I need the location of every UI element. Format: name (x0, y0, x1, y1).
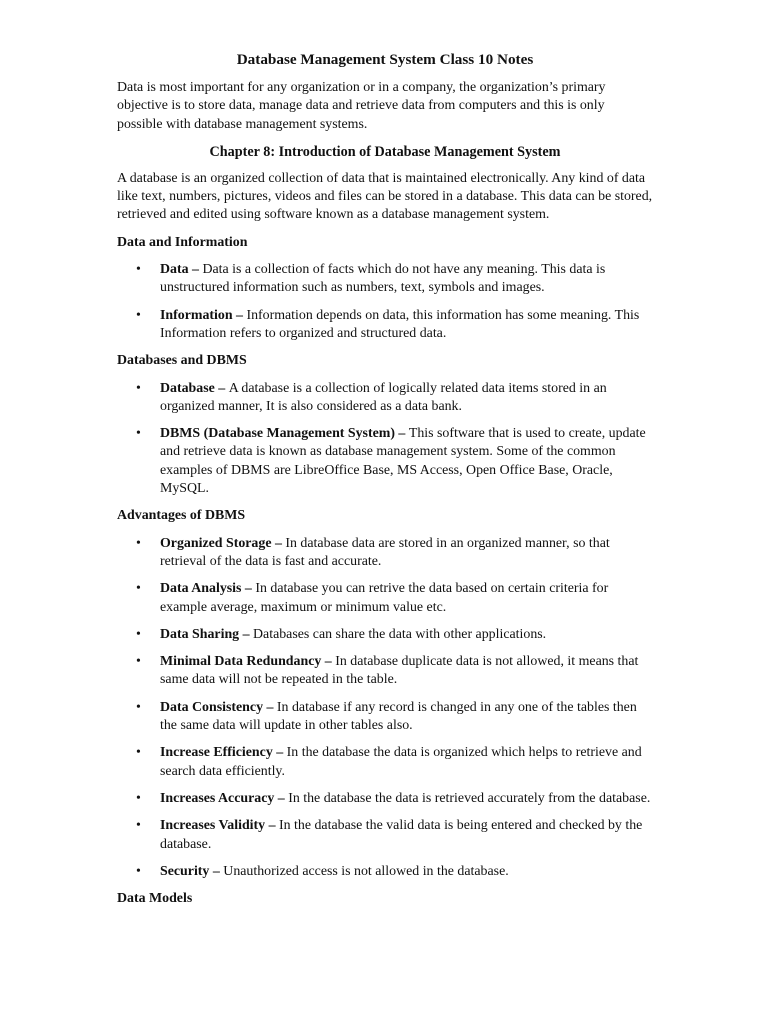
sections-container (117, 234, 653, 909)
list-item-text: In database if any record is changed in any one of the tables then the same data will update in other tables also. (160, 699, 637, 734)
list-item-text: This software that is used to create, update and retrieve data is known as database management system. Some of the common examples of DBMS are LibreOffice Base, MS Access, Open Office Base, Oracle, MySQL. (160, 426, 646, 497)
section-heading: Databases and DBMS (117, 353, 247, 369)
list-item (117, 425, 653, 498)
list-item-text: A database is a collection of logically related data items stored in an organized manner, It is also considered as a data bank. (160, 380, 607, 414)
list-item (117, 790, 653, 808)
list-item (117, 744, 653, 781)
bullet-icon: • (136, 654, 141, 670)
list-item (117, 580, 653, 617)
chapter-intro-paragraph: A database is an organized collection of data that is maintained electronically. Any kind of data like text, numbers, pictures, videos and files can be stored in a database. This data can be stored, retrieved and edited using software known as a database management system. (117, 170, 653, 223)
list-item-term: Data Consistency – (160, 699, 277, 715)
list-item-term: DBMS (Database Management System) – (160, 426, 409, 442)
page-title: Database Management System Class 10 Notes (236, 51, 534, 68)
list-item-text: In database you can retrive the data based on certain criteria for example average, maximum or minimum value etc. (160, 581, 609, 615)
bullet-list (117, 535, 653, 881)
list-item-term: Increases Validity – (160, 818, 279, 834)
list-item (117, 653, 653, 690)
list-item (117, 626, 653, 644)
bullet-list (117, 261, 653, 343)
list-item-term: Data Analysis – (160, 581, 256, 597)
list-item-text: Information depends on data, this information has some meaning. This Information refers to organized and structured data. (160, 307, 640, 341)
list-item-term: Increases Accuracy – (160, 790, 289, 806)
bullet-icon: • (136, 262, 141, 278)
list-item (117, 380, 653, 417)
list-item-term: Minimal Data Redundancy – (160, 654, 336, 670)
list-item-text: In the database the valid data is being entered and checked by the database. (160, 818, 643, 852)
list-item (117, 535, 653, 572)
bullet-icon: • (136, 581, 141, 597)
list-item (117, 307, 653, 344)
bullet-icon: • (136, 380, 141, 396)
bullet-icon: • (136, 699, 141, 715)
list-item (117, 261, 653, 298)
list-item-term: Data – (160, 262, 203, 278)
list-item-text: In database duplicate data is not allowed, it means that same data will not be repeated in the table. (160, 654, 639, 688)
list-item-text: In the database the data is retrieved accurately from the database. (288, 790, 651, 806)
list-item-term: Data Sharing – (160, 626, 254, 642)
section-heading: Data and Information (117, 234, 248, 250)
bullet-icon: • (136, 535, 141, 551)
list-item-term: Database – (160, 380, 229, 396)
bullet-list (117, 380, 653, 499)
list-item-text: In the database the data is organized which helps to retrieve and search data efficiently. (160, 745, 642, 779)
list-item-term: Information – (160, 307, 247, 323)
list-item-text: Unauthorized access is not allowed in the database. (223, 863, 509, 879)
bullet-icon: • (136, 863, 141, 879)
bullet-icon: • (136, 745, 141, 761)
intro-paragraph: Data is most important for any organization or in a company, the organization’s primary objective is to store data, manage data and retrieve data from computers and this is only possible with database management systems. (117, 80, 606, 132)
list-item-text: Databases can share the data with other applications. (253, 626, 547, 642)
chapter-title: Chapter 8: Introduction of Database Management System (209, 143, 561, 160)
section-heading: Data Models (117, 891, 193, 907)
list-item-term: Security – (160, 863, 224, 879)
bullet-icon: • (136, 307, 141, 323)
list-item-term: Increase Efficiency – (160, 745, 287, 761)
bullet-icon: • (136, 818, 141, 834)
list-item (117, 863, 653, 881)
bullet-icon: • (136, 790, 141, 806)
bullet-icon: • (136, 626, 141, 642)
list-item (117, 817, 653, 854)
list-item-term: Organized Storage – (160, 535, 286, 551)
list-item-text: Data is a collection of facts which do not have any meaning. This data is unstructured information such as numbers, text, symbols and images. (160, 262, 606, 296)
list-item (117, 699, 653, 736)
section-heading: Advantages of DBMS (117, 508, 246, 524)
list-item-text: In database data are stored in an organized manner, so that retrieval of the data is fast and accurate. (160, 535, 610, 569)
document-page (117, 50, 653, 917)
bullet-icon: • (136, 426, 141, 442)
